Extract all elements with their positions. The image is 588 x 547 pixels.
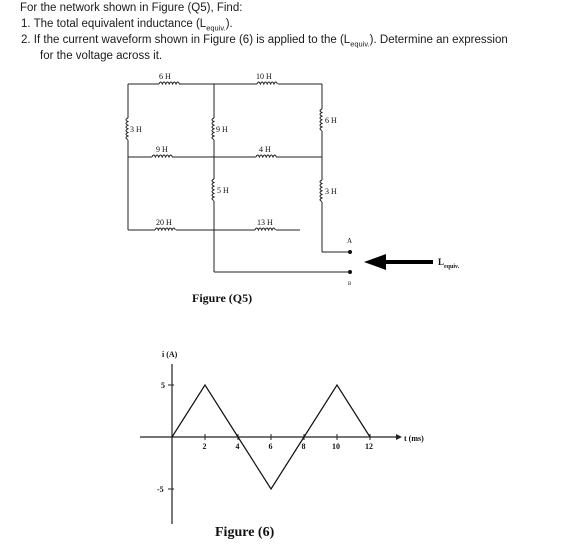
y-tick-label-5: 5: [161, 381, 165, 390]
label-13h: 13 H: [257, 218, 273, 227]
y-axis-label: i (A): [162, 350, 178, 359]
label-4h: 4 H: [259, 145, 271, 154]
item-1-end: ).: [225, 18, 233, 30]
x-axis-label: t (ms): [404, 434, 424, 443]
x-tick-label-8: 8: [301, 442, 306, 451]
terminal-b-label: B: [348, 282, 352, 287]
label-9h-mid: 9 H: [216, 125, 228, 134]
item-2-end: ). Determine an expression: [369, 34, 508, 46]
question-item-2-continued: for the voltage across it.: [40, 50, 163, 62]
item-1-number: 1.: [21, 18, 31, 30]
label-10h: 10 H: [256, 72, 272, 81]
x-axis-arrowhead-icon: [396, 434, 402, 440]
label-3h-left: 3 H: [130, 125, 142, 134]
label-6h-top: 6 H: [159, 72, 171, 81]
label-5h: 5 H: [217, 186, 229, 195]
label-6h-right: 6 H: [325, 116, 337, 125]
x-tick-label-2: 2: [202, 442, 207, 451]
item-2-text: If the current waveform shown in Figure (6) is applied to the (L: [33, 34, 351, 46]
label-3h-right: 3 H: [325, 187, 337, 196]
item-1-text: The total equivalent inductance (L: [33, 18, 207, 30]
intro-text: For the network shown in Figure (Q5), Find:: [20, 2, 243, 14]
equiv-arrow-label: $L_{equiv.}$: [438, 257, 460, 270]
x-tick-label-10: 10: [332, 442, 340, 451]
figure-6-caption: Figure (6): [215, 525, 275, 540]
x-tick-label-12: 12: [365, 442, 373, 451]
item-2-sub: equiv.: [350, 39, 370, 49]
x-tick-label-6: 6: [268, 442, 273, 451]
x-tick-label-4: 4: [235, 442, 240, 451]
label-9h-row2: 9 H: [156, 145, 168, 154]
figure-q5-caption: Figure (Q5): [192, 291, 253, 305]
item-1-sub: equiv.: [206, 23, 226, 33]
y-tick-label--5: -5: [157, 485, 164, 494]
label-20h: 20 H: [156, 218, 172, 227]
item-2-number: 2.: [21, 34, 31, 46]
terminal-a-label: A: [347, 237, 353, 245]
